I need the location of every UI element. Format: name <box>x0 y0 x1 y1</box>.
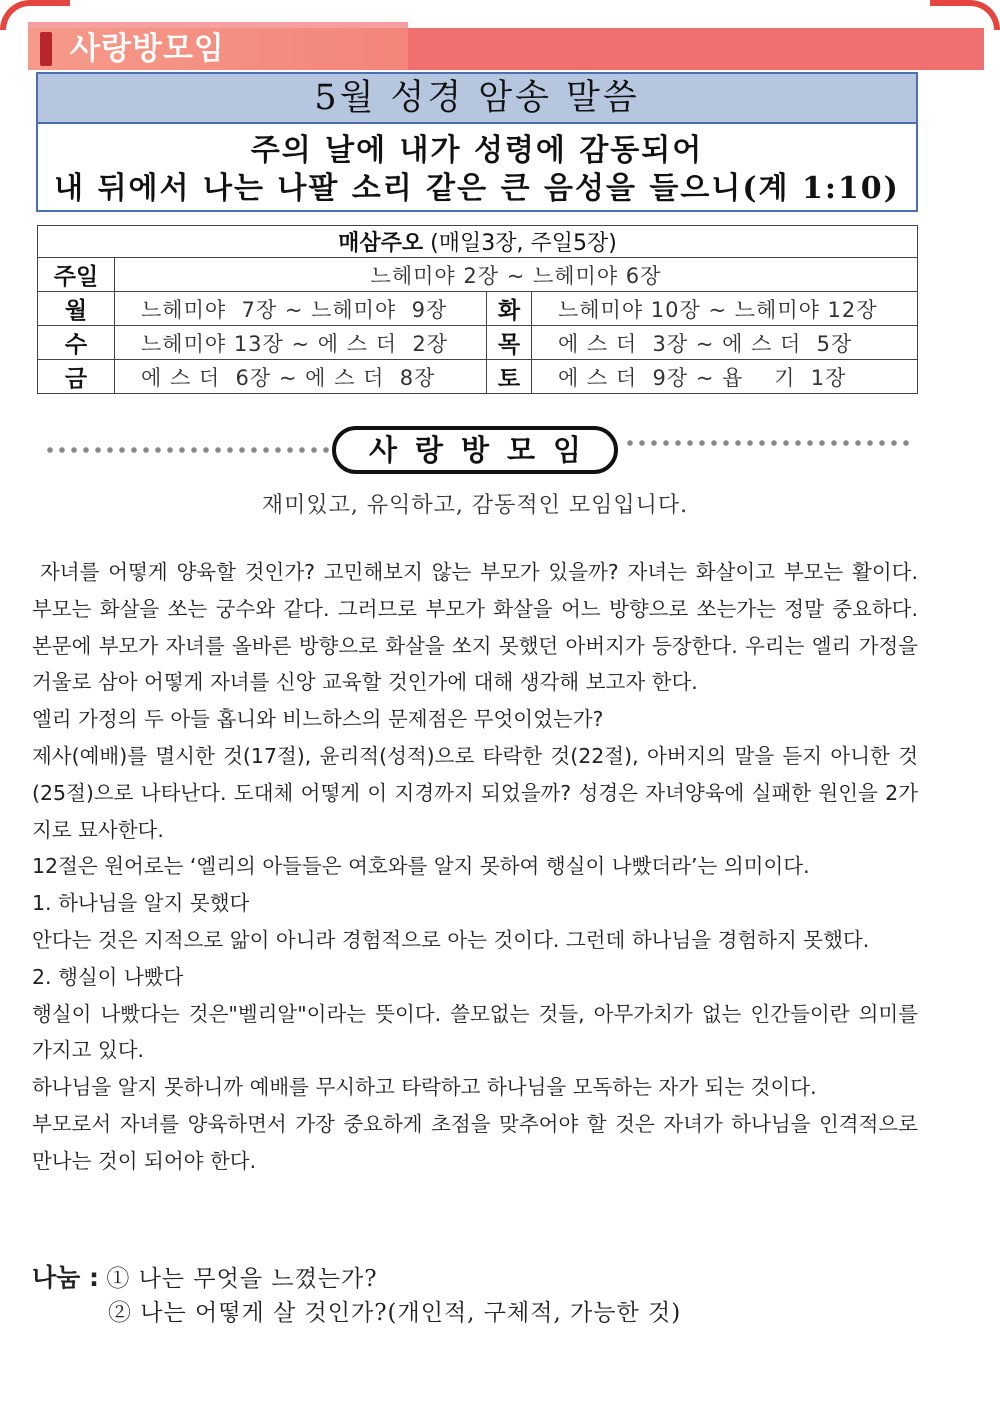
paragraph: 엘리 가정의 두 아들 홉니와 비느하스의 문제점은 무엇이었는가? <box>32 707 604 732</box>
reading-plan-row-sunday <box>38 258 918 292</box>
sharing-row-1 <box>32 1258 378 1294</box>
day-label-tue: 화 <box>486 292 531 326</box>
memory-verse-box <box>36 72 918 212</box>
reading-range-sunday: 느헤미야 2장 ~ 느헤미야 6장 <box>115 258 918 292</box>
section-subtitle: 재미있고, 유익하고, 감동적인 모임입니다. <box>261 493 689 518</box>
header-banner <box>28 28 984 70</box>
day-label-fri: 금 <box>38 360 115 394</box>
paragraph: 제사(예배)를 멸시한 것(17절), 윤리적(성적)으로 타락한 것(22절), 아버지의 말을 듣지 아니한 것(25절)으로 나타난다. 도대체 어떻게 이 지경까지 되었을까? 성경은 자녀양육에 실패한 원인을 2가지로 묘사한다. <box>32 743 918 842</box>
sharing-question-1: ① 나는 무엇을 느꼈는가? <box>106 1266 378 1292</box>
reading-plan-title-detail: (매일3장, 주일5장) <box>423 231 617 256</box>
header-marker <box>40 32 52 66</box>
corner-decoration-right <box>930 0 1000 30</box>
article-body <box>32 554 918 1180</box>
day-label-sat: 토 <box>486 360 531 394</box>
paragraph: 안다는 것은 지적으로 앎이 아니라 경험적으로 아는 것이다. 그런데 하나님을 경험하지 못했다. <box>32 927 870 952</box>
sharing-row-2 <box>108 1294 681 1327</box>
day-label-wed: 수 <box>38 326 115 360</box>
dotted-divider-left <box>44 445 330 455</box>
reading-plan-table <box>37 225 918 394</box>
reading-plan-row <box>38 292 918 326</box>
list-heading: 2. 행실이 나빴다 <box>32 964 184 989</box>
paragraph: 부모로서 자녀를 양육하면서 가장 중요하게 초점을 맞추어야 할 것은 자녀가 하나님을 인격적으로 만나는 것이 되어야 한다. <box>32 1111 918 1173</box>
section-title: 사랑방모임 <box>332 426 618 474</box>
header-title: 사랑방모임 <box>70 31 225 67</box>
list-heading: 1. 하나님을 알지 못했다 <box>32 891 250 916</box>
paragraph: 행실이 나빴다는 것은"벨리알"이라는 뜻이다. 쓸모없는 것들, 아무가치가 없는 인간들이란 의미를 가지고 있다. <box>32 1001 918 1063</box>
reading-range-mon: 느헤미야 7장 ~ 느헤미야 9장 <box>115 292 487 326</box>
reading-plan-title-row <box>38 226 918 258</box>
dotted-divider-right <box>624 438 910 448</box>
memory-verse-line-2: 내 뒤에서 나는 나팔 소리 같은 큰 음성을 들으니(계 1:10) <box>54 171 900 206</box>
reading-plan-title <box>38 226 918 258</box>
sharing-label: 나눔 : <box>32 1263 100 1292</box>
paragraph: 자녀를 어떻게 양육할 것인가? 고민해보지 않는 부모가 있을까? 자녀는 화살이고 부모는 활이다. 부모는 화살을 쏘는 궁수와 같다. 그러므로 부모가 화살을 어느 방향으로 쏘는가는 정말 중요하다. 본문에 부모가 자녀를 올바른 방향으로 화살을 쏘지 못했던 아버지가 등장한다. 우리는 엘리 가정을 거울로 삼아 어떻게 자녀를 신앙 교육할 것인가에 대해 생각해 보고자 한다. <box>32 560 918 695</box>
reading-plan-row <box>38 326 918 360</box>
reading-range-wed: 느헤미야 13장 ~ 에 스 더 2장 <box>115 326 487 360</box>
reading-range-fri: 에 스 더 6장 ~ 에 스 더 8장 <box>115 360 487 394</box>
paragraph: 12절은 원어로는 ‘엘리의 아들들은 여호와를 알지 못하여 행실이 나빴더라’는 의미이다. <box>32 854 810 879</box>
memory-verse-heading: 5월 성경 암송 말씀 <box>38 74 916 124</box>
reading-range-thu: 에 스 더 3장 ~ 에 스 더 5장 <box>531 326 917 360</box>
reading-plan-row <box>38 360 918 394</box>
day-label-sunday: 주일 <box>38 258 115 292</box>
paragraph: 하나님을 알지 못하니까 예배를 무시하고 타락하고 하나님을 모독하는 자가 되는 것이다. <box>32 1075 817 1100</box>
memory-verse-line-1: 주의 날에 내가 성령에 감동되어 <box>250 133 704 168</box>
reading-range-tue: 느헤미야 10장 ~ 느헤미야 12장 <box>531 292 917 326</box>
sharing-question-2: ② 나는 어떻게 살 것인가?(개인적, 구체적, 가능한 것) <box>108 1300 682 1326</box>
reading-plan-title-bold: 매삼주오 <box>338 231 424 256</box>
day-label-thu: 목 <box>486 326 531 360</box>
reading-range-sat: 에 스 더 9장 ~ 욥 기 1장 <box>531 360 917 394</box>
day-label-mon: 월 <box>38 292 115 326</box>
